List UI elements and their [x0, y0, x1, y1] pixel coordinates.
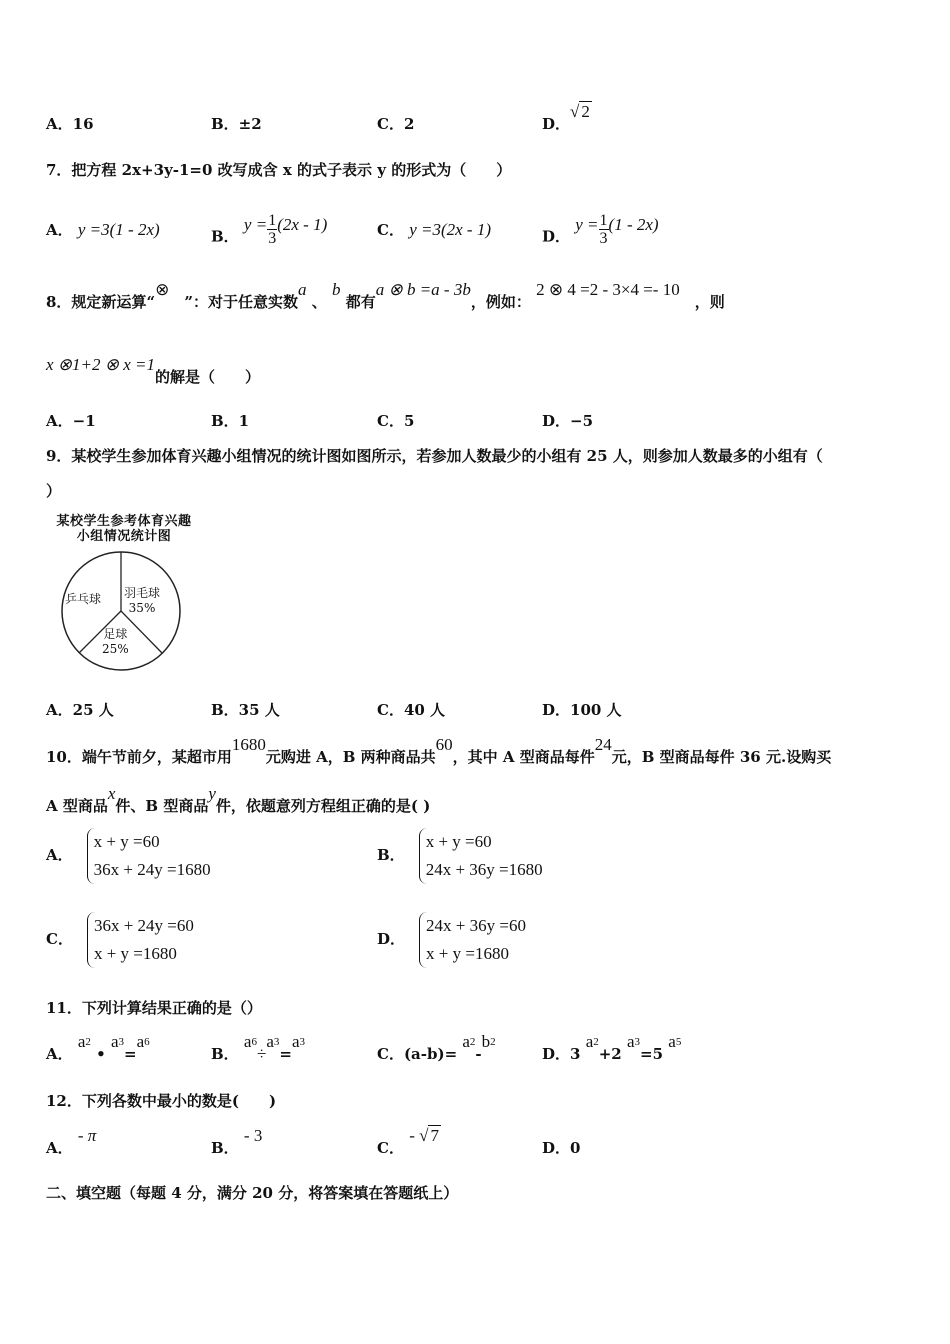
- base: a: [585, 1032, 594, 1051]
- q9-option-b: B．35 人: [211, 701, 280, 719]
- slice-value: 35%: [128, 601, 156, 615]
- equation: x ⊗1+2 ⊗ x =1: [46, 355, 156, 374]
- base: a: [77, 1032, 86, 1051]
- option-label: A．: [46, 221, 73, 239]
- q8-option-b: B．1: [211, 412, 250, 430]
- figure-title-line1: 某校学生参考体育兴趣: [56, 514, 192, 529]
- dot: •: [96, 1045, 106, 1063]
- figure-title-line2: 小组情况统计图: [76, 529, 172, 544]
- math: y =: [575, 214, 599, 234]
- slice-football: [102, 627, 129, 657]
- text: 的解是（ ）: [155, 368, 261, 386]
- option-label: D．: [542, 115, 571, 133]
- q10-option-b: [377, 828, 543, 884]
- base: a: [626, 1032, 635, 1051]
- figure-title: [44, 514, 204, 544]
- exponent: 2: [85, 1036, 91, 1048]
- number: 24: [594, 735, 612, 754]
- equation: x + y =1680: [426, 944, 509, 963]
- q8-option-c: C．5: [377, 412, 415, 430]
- option-label: B．: [211, 1045, 239, 1063]
- q11-option-d: [542, 1032, 682, 1066]
- radicand: 7: [430, 1126, 439, 1145]
- denominator: 3: [599, 230, 608, 247]
- q9-option-d: D．100 人: [542, 701, 622, 719]
- q7-option-c: [377, 220, 491, 240]
- q12-option-a: [46, 1126, 97, 1158]
- section-heading: 二、填空题（每题 4 分，满分 20 分，将答案填在答题纸上）: [46, 1184, 459, 1202]
- definition: a ⊗ b =a - 3b: [375, 280, 471, 299]
- q9-stem-end: ）: [46, 482, 62, 500]
- base: a: [110, 1032, 119, 1051]
- numerator: 1: [268, 212, 277, 229]
- q11-option-a: [46, 1032, 150, 1066]
- text: A 型商品: [46, 797, 108, 815]
- q10-stem: [46, 735, 832, 767]
- equation-system: [419, 828, 543, 884]
- q10-option-a: [46, 828, 211, 884]
- q9-stem: 9．某校学生参加体育兴趣小组情况的统计图如图所示，若参加人数最少的小组有 25 人，则参加人数最多的小组有（: [46, 447, 823, 465]
- exponent: 3: [118, 1036, 125, 1048]
- text: =5: [640, 1045, 664, 1063]
- exponent: 6: [251, 1036, 257, 1048]
- var-y: y: [208, 784, 216, 803]
- q8-stem: [46, 280, 725, 312]
- q7-stem: 7．把方程 2x+3y-1=0 改写成含 x 的式子表示 y 的形式为（ ）: [46, 161, 512, 179]
- text: 10．端午节前夕，某超市用: [46, 748, 232, 766]
- exponent: 2: [593, 1036, 599, 1048]
- exponent: 5: [675, 1036, 682, 1048]
- exponent: 3: [273, 1036, 280, 1048]
- math: y =: [243, 214, 268, 234]
- q9-option-a: A．25 人: [46, 701, 114, 719]
- text: 元，B 型商品每件 36 元.设购买: [611, 748, 832, 766]
- q7-option-d: [542, 212, 659, 255]
- option-label: D．: [377, 930, 406, 948]
- text: ，其中 A 型商品每件: [452, 748, 595, 766]
- q12-option-d: D．0: [542, 1139, 581, 1157]
- text: ，例如：: [470, 293, 531, 311]
- q10-option-d: [377, 912, 526, 968]
- slice-badminton: [124, 586, 160, 616]
- equation: 24x + 36y =60: [426, 916, 526, 935]
- q7-option-a: [46, 220, 160, 240]
- sqrt-sign: √: [419, 1126, 429, 1145]
- equals: =: [124, 1045, 137, 1063]
- base: a: [291, 1032, 300, 1051]
- option-label: A．: [46, 846, 73, 864]
- number: 60: [435, 735, 453, 754]
- text: 、: [311, 293, 327, 311]
- equation: 36x + 24y =1680: [93, 860, 211, 879]
- base: b: [481, 1032, 491, 1051]
- q12-option-c: [377, 1126, 441, 1158]
- q11-option-c: [377, 1032, 496, 1066]
- pie-chart-figure: [44, 514, 204, 669]
- minus: -: [409, 1126, 420, 1145]
- base: a: [668, 1032, 676, 1051]
- otimes-symbol: ⊗: [155, 280, 170, 299]
- equation: x + y =60: [93, 832, 160, 851]
- q8-option-d: D．−5: [542, 412, 594, 430]
- exponent: 6: [144, 1036, 150, 1048]
- exponent: 3: [634, 1036, 641, 1048]
- math: - π: [77, 1126, 97, 1145]
- number: 1680: [231, 735, 266, 754]
- numerator: 1: [599, 212, 608, 229]
- slice-label: 足球: [103, 627, 128, 641]
- slice-value: 25%: [102, 642, 129, 656]
- text: ，则: [694, 293, 725, 311]
- q11-option-b: [211, 1032, 305, 1066]
- option-label: B．: [211, 227, 239, 246]
- equation: 36x + 24y =60: [93, 916, 194, 935]
- base: a: [243, 1032, 252, 1051]
- text: ”：对于任意实数: [184, 293, 298, 311]
- base: a: [462, 1032, 470, 1051]
- q10-stem-line2: [46, 784, 431, 816]
- math: (1 - 2x): [608, 214, 659, 234]
- math: y =3(2x - 1): [409, 220, 491, 239]
- var-a: a: [297, 280, 307, 299]
- q12-stem: 12．下列各数中最小的数是( ): [46, 1092, 277, 1110]
- q12-option-b: [211, 1126, 263, 1158]
- equation: x + y =1680: [93, 944, 177, 963]
- option-label: B．: [377, 846, 405, 864]
- divide: ÷: [256, 1044, 267, 1063]
- fraction: [599, 212, 609, 247]
- equation: x + y =60: [425, 832, 492, 851]
- option-label: C．: [377, 221, 404, 239]
- equation-system: [419, 912, 526, 968]
- var-b: b: [331, 280, 341, 299]
- q6-option-b: B．±2: [211, 115, 262, 133]
- option-label: C．: [377, 1139, 404, 1157]
- text: 件、B 型商品: [115, 797, 209, 815]
- option-label: D．: [542, 227, 571, 246]
- text: 件，依题意列方程组正确的是( ): [215, 797, 431, 815]
- equation-system: [87, 828, 211, 884]
- exponent: 2: [490, 1036, 496, 1048]
- base: a: [266, 1032, 274, 1051]
- q9-option-c: C．40 人: [377, 701, 446, 719]
- math: - 3: [243, 1126, 263, 1145]
- option-label: A．: [46, 1045, 73, 1063]
- equation-system: [87, 912, 194, 968]
- math: (2x - 1): [277, 214, 328, 234]
- text: +2: [598, 1045, 622, 1063]
- q10-option-c: [46, 912, 194, 968]
- equals: =: [279, 1045, 292, 1063]
- denominator: 3: [268, 230, 277, 247]
- q11-stem: 11．下列计算结果正确的是（）: [46, 999, 262, 1017]
- text: 都有: [345, 293, 376, 311]
- q8-option-a: A．−1: [46, 412, 96, 430]
- equation: 24x + 36y =1680: [425, 860, 543, 879]
- q6-option-d: [542, 102, 592, 134]
- q8-equation-line: [46, 355, 261, 387]
- example: 2 ⊗ 4 =2 - 3×4 =- 10: [536, 280, 680, 299]
- base: a: [136, 1032, 145, 1051]
- fraction: [267, 212, 277, 247]
- var-x: x: [107, 784, 116, 803]
- q6-option-a: A．16: [46, 115, 94, 133]
- slice-label-pingpong: 乒乓球: [65, 592, 102, 606]
- option-label: A．: [46, 1139, 73, 1157]
- option-label: C．(a-b)=: [377, 1045, 458, 1063]
- option-label: D．3: [542, 1045, 581, 1063]
- text: 元购进 A，B 两种商品共: [265, 748, 436, 766]
- exponent: 2: [469, 1036, 476, 1048]
- option-label: C．: [46, 930, 73, 948]
- math: y =3(1 - 2x): [77, 220, 160, 239]
- q7-option-b: [211, 212, 328, 255]
- sqrt-sign: √: [570, 102, 580, 121]
- text: 8．规定新运算“: [46, 293, 156, 311]
- exponent: 3: [299, 1036, 305, 1048]
- minus: -: [475, 1045, 482, 1063]
- radicand: 2: [581, 102, 590, 121]
- option-label: B．: [211, 1139, 239, 1157]
- slice-label: 羽毛球: [124, 586, 161, 600]
- q6-option-c: C．2: [377, 115, 415, 133]
